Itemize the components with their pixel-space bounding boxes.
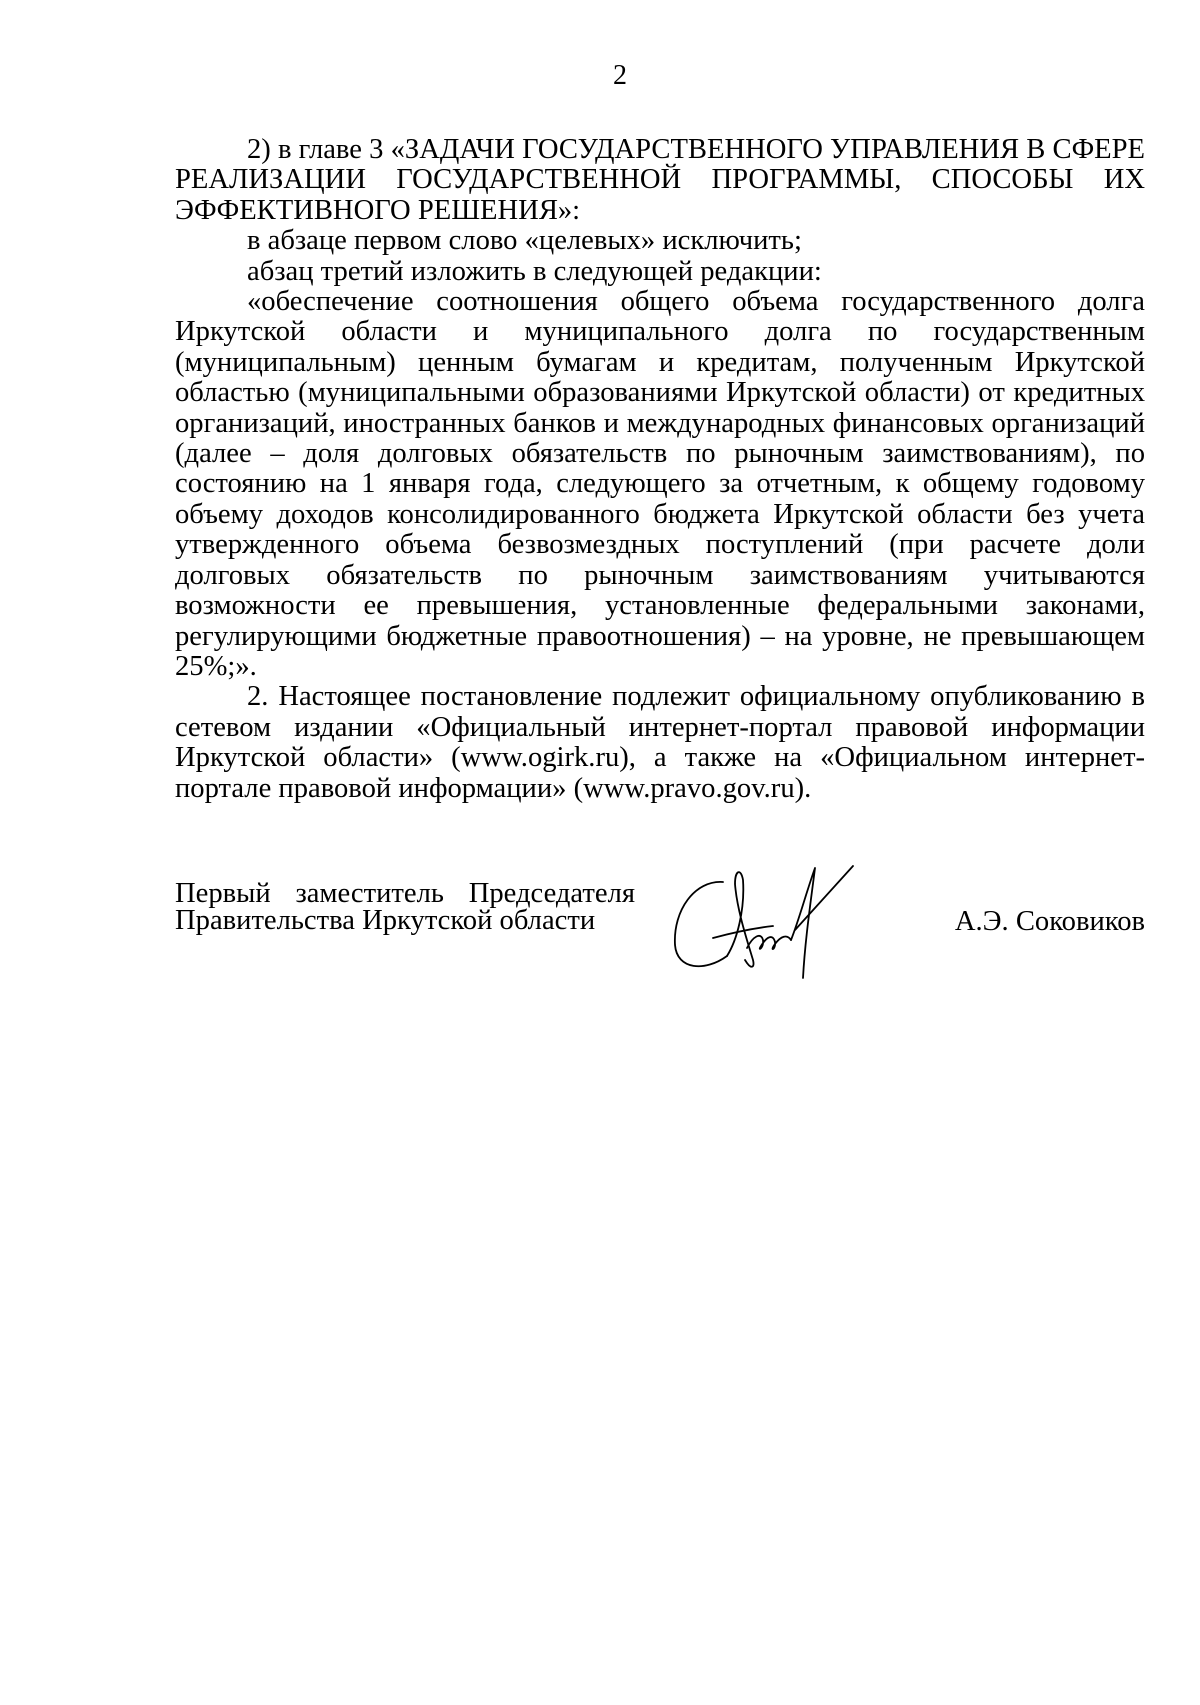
signer-position — [175, 880, 635, 934]
signer-name: А.Э. Соковиков — [954, 906, 1145, 937]
signer-position-line-2: Правительства Иркутской области — [175, 905, 596, 936]
signature-block — [175, 880, 1145, 1000]
handwritten-signature — [665, 860, 875, 985]
paragraph-amendment-chapter-3: 2) в главе 3 «ЗАДАЧИ ГОСУДАРСТВЕННОГО УПРАВЛЕНИЯ В СФЕРЕ РЕАЛИЗАЦИИ ГОСУДАРСТВЕННОЙ ПРОГРАММЫ, СПОСОБЫ ИХ ЭФФЕКТИВНОГО РЕШЕНИЯ»: — [175, 134, 1145, 226]
document-body — [175, 135, 1145, 804]
page-number: 2 — [613, 60, 627, 91]
paragraph-first-abzac-change: в абзаце первом слово «целевых» исключить; — [247, 225, 802, 257]
paragraph-third-abzac-intro: абзац третий изложить в следующей редакции: — [247, 255, 822, 287]
paragraph-publication: 2. Настоящее постановление подлежит официальному опубликованию в сетевом издании «Официальный интернет-портал правовой информации Иркутской области» (www.ogirk.ru), а также на «Официальном интернет-портале правовой информации» (www.pravo.gov.ru). — [175, 681, 1145, 804]
signer-position-line-1: Первый заместитель Председателя — [175, 878, 635, 909]
paragraph-new-wording: «обеспечение соотношения общего объема государственного долга Иркутской области и муниципального долга по государственным (муниципальным) ценным бумагам и кредитам, полученным Иркутской областью (муниципальными образованиями Иркутской области) от кредитных организаций, иностранных банков и международных финансовых организаций (далее – доля долговых обязательств по рыночным заимствованиям), по состоянию на 1 января года, следующего за отчетным, к общему годовому объему доходов консолидированного бюджета Иркутской области без учета утвержденного объема безвозмездных поступлений (при расчете доли долговых обязательств по рыночным заимствованиям учитываются возможности ее превышения, установленные федеральными законами, регулирующими бюджетные правоотношения) – на уровне, не превышающем 25%;». — [175, 286, 1145, 682]
